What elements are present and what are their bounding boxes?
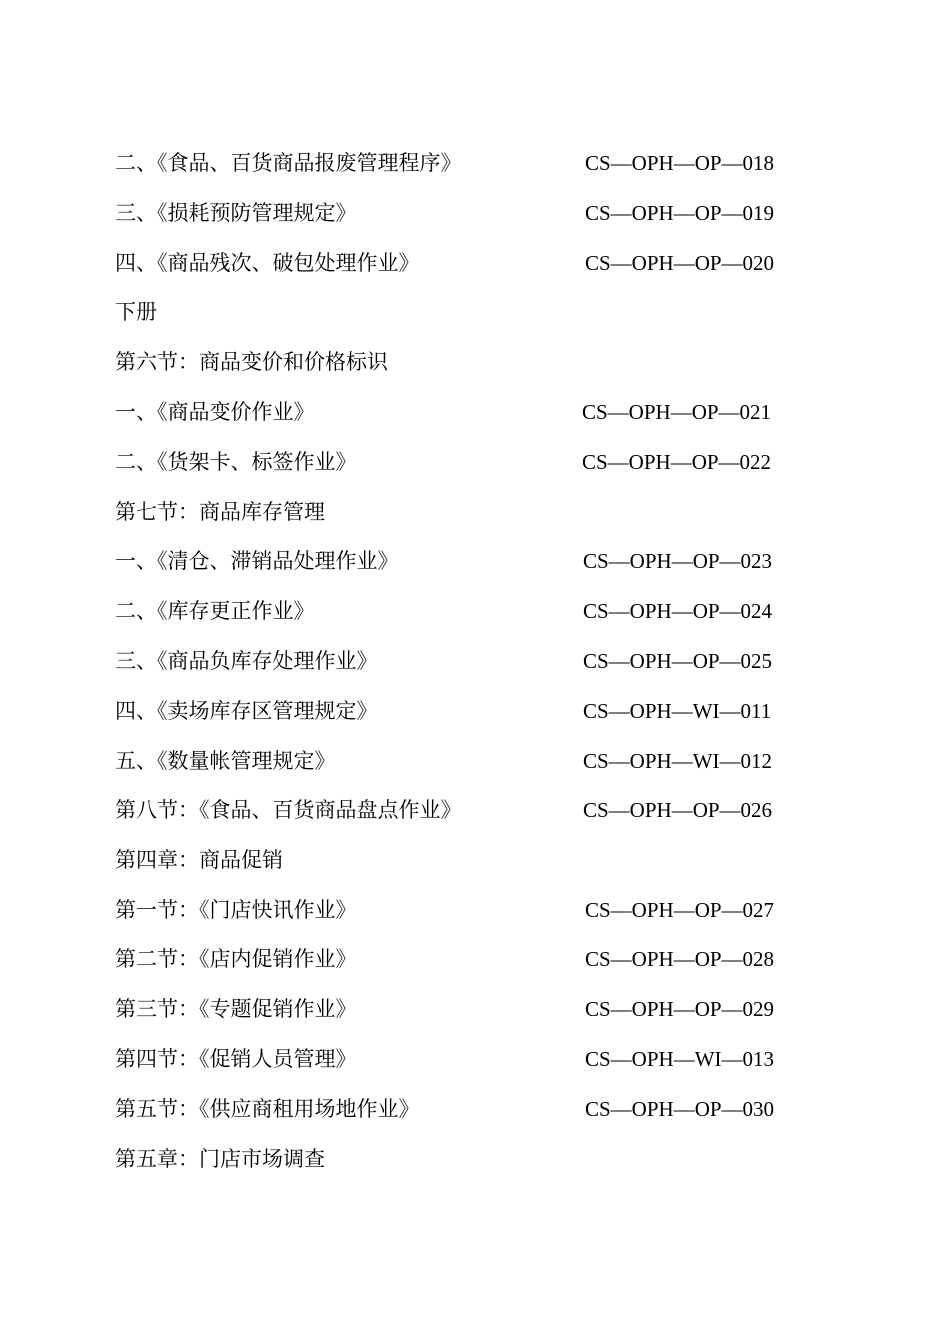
toc-entry-code: CS—OPH—OP—028 — [585, 947, 775, 971]
toc-entry — [0, 795, 950, 845]
toc-entry — [0, 1044, 950, 1094]
toc-entry — [0, 1094, 950, 1144]
toc-entry-code: CS—OPH—OP—021 — [582, 400, 772, 424]
toc-entry-title: 第八节：《食品、百货商品盘点作业》 — [115, 798, 462, 822]
toc-entry — [0, 646, 950, 696]
toc-entry-title: 二、《货架卡、标签作业》 — [115, 450, 357, 474]
toc-entry — [0, 546, 950, 596]
toc-entry-title: 一、《清仓、滞销品处理作业》 — [115, 549, 399, 573]
toc-entry-code: CS—OPH—OP—024 — [583, 599, 773, 623]
toc-entry-title: 第五节：《供应商租用场地作业》 — [115, 1097, 420, 1121]
toc-entry-code: CS—OPH—OP—025 — [583, 649, 773, 673]
toc-heading-title: 第六节：商品变价和价格标识 — [115, 350, 388, 374]
toc-entry — [0, 248, 950, 298]
toc-entry — [0, 696, 950, 746]
toc-chapter-heading — [0, 845, 950, 895]
toc-volume-heading — [0, 297, 950, 347]
toc-entry-title: 一、《商品变价作业》 — [115, 400, 315, 424]
toc-section-heading — [0, 347, 950, 397]
toc-entry-code: CS—OPH—WI—013 — [585, 1047, 775, 1071]
toc-entry-title: 五、《数量帐管理规定》 — [115, 749, 336, 773]
toc-entry-title: 第四节：《促销人员管理》 — [115, 1047, 357, 1071]
toc-entry — [0, 895, 950, 945]
toc-entry — [0, 397, 950, 447]
toc-entry-title: 四、《商品残次、破包处理作业》 — [115, 251, 420, 275]
toc-entry-title: 四、《卖场库存区管理规定》 — [115, 699, 378, 723]
toc-entry-code: CS—OPH—OP—018 — [585, 151, 775, 175]
toc-heading-title: 第四章：商品促销 — [115, 848, 283, 872]
toc-entry — [0, 596, 950, 646]
toc-entry-code: CS—OPH—OP—026 — [583, 798, 773, 822]
toc-entry — [0, 994, 950, 1044]
toc-entry-code: CS—OPH—OP—022 — [582, 450, 772, 474]
toc-entry-code: CS—OPH—OP—023 — [583, 549, 773, 573]
toc-entry-code: CS—OPH—OP—027 — [585, 898, 775, 922]
toc-entry-code: CS—OPH—OP—030 — [585, 1097, 775, 1121]
toc-entry-title: 第一节：《门店快讯作业》 — [115, 898, 357, 922]
toc-entry-title: 二、《食品、百货商品报废管理程序》 — [115, 151, 462, 175]
toc-entry — [0, 198, 950, 248]
toc-section-heading — [0, 497, 950, 547]
toc-entry-code: CS—OPH—OP—019 — [585, 201, 775, 225]
toc-entry — [0, 746, 950, 796]
toc-heading-title: 第五章：门店市场调查 — [115, 1147, 325, 1171]
toc-entry-title: 二、《库存更正作业》 — [115, 599, 315, 623]
toc-entry-title: 第三节：《专题促销作业》 — [115, 997, 357, 1021]
toc-heading-title: 第七节：商品库存管理 — [115, 500, 325, 524]
toc-entry-code: CS—OPH—WI—012 — [583, 749, 773, 773]
toc-entry-code: CS—OPH—OP—029 — [585, 997, 775, 1021]
toc-entry-title: 三、《商品负库存处理作业》 — [115, 649, 378, 673]
toc-entry-title: 三、《损耗预防管理规定》 — [115, 201, 357, 225]
toc-heading-title: 下册 — [115, 300, 157, 324]
toc-entry-code: CS—OPH—WI—011 — [583, 699, 772, 723]
toc-entry-code: CS—OPH—OP—020 — [585, 251, 775, 275]
toc-entry — [0, 944, 950, 994]
toc-entry — [0, 148, 950, 198]
toc-entry — [0, 447, 950, 497]
toc-entry-title: 第二节：《店内促销作业》 — [115, 947, 357, 971]
toc-chapter-heading — [0, 1144, 950, 1194]
